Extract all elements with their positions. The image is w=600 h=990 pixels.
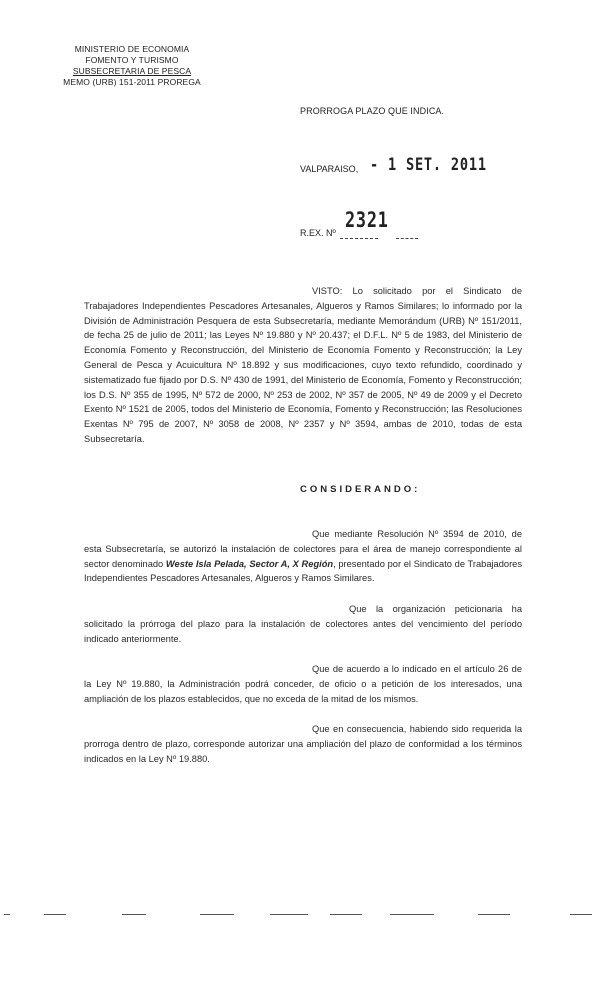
place-label: VALPARAISO, bbox=[300, 164, 359, 174]
considerando-paragraph: Que la organización peticionaria ha solicitado la prórroga del plazo para la instalación de colectores antes del vencimiento del período indicado anteriormente. bbox=[84, 604, 522, 644]
footer-rule bbox=[390, 914, 434, 915]
footer-rule bbox=[478, 914, 510, 915]
footer-rule bbox=[330, 914, 362, 915]
emphasis-text: Weste Isla Pelada, Sector A, X Región bbox=[165, 558, 334, 569]
footer-rule bbox=[270, 914, 308, 915]
rex-dash-line bbox=[340, 238, 378, 239]
footer-rule bbox=[200, 914, 234, 915]
footer-rule bbox=[570, 914, 592, 915]
document-subject: PRORROGA PLAZO QUE INDICA. bbox=[300, 106, 445, 116]
date-stamp: - 1 SET. 2011 bbox=[370, 155, 487, 175]
visto-paragraph bbox=[84, 284, 522, 447]
rex-number-stamp: 2321 bbox=[345, 208, 389, 232]
memo-reference: MEMO (URB) 151-2011 PROREGA bbox=[63, 77, 201, 87]
rex-label: R.EX. Nº bbox=[300, 228, 336, 238]
footer-rule bbox=[44, 914, 66, 915]
visto-text: VISTO: Lo solicitado por el Sindicato de Trabajadores Independientes Pescadores Artesanales, Algueros y Ramos Similares; lo informado por la División de Administración Pesquera de esta Subsecretaría, mediante Memorándum (URB) Nº 151/2011, de fecha 25 de julio de 2011; las Leyes Nº 19.880 y Nº 20.437; el D.F.L. Nº 5 de 1983, del Ministerio de Economía Fomento y Reconstrucción, del Ministerio de Economía Fomento y Reconstrucción; la Ley General de Pesca y Acuicultura Nº 18.892 y sus modificaciones, cuyo texto refundido, coordinado y sistematizado fue fijado por D.S. Nº 430 de 1991, del Ministerio de Economía, Fomento y Reconstrucción; los D.S. Nº 355 de 1995, Nº 572 de 2000, Nº 253 de 2002, Nº 357 de 2005, Nº 49 de 2009 y el Decreto Exento Nº 1521 de 2005, todos del Ministerio de Economía, Fomento y Reconstrucción; las Resoluciones Exentas Nº 795 de 2007, Nº 3058 de 2008, Nº 2357 y Nº 3594, ambas de 2010, todas de esta Subsecretaría. bbox=[84, 286, 522, 444]
footer-rule bbox=[4, 914, 10, 915]
considerando-paragraph: Que en consecuencia, habiendo sido requerida la prorroga dentro de plazo, corresponde autorizar una ampliación del plazo de conformidad a los términos indicados en la Ley Nº 19.880. bbox=[84, 724, 522, 764]
considerando-heading: CONSIDERANDO: bbox=[300, 484, 421, 495]
considerando-paragraph: Que de acuerdo a lo indicado en el artículo 26 de la Ley Nº 19.880, la Administración podrá conceder, de oficio o a petición de los interesados, una ampliación de los plazos establecidos, que no exceda de la mitad de los mismos. bbox=[84, 664, 522, 704]
considerando-paragraph: Que mediante Resolución Nº 3594 de 2010, de esta Subsecretaría, se autorizó la instalación de colectores para el área de manejo correspondiente al sector denominado Weste Isla Pelada, Sector A, X Región, presentado por el Sindicato de Trabajadores Independientes Pescadores Artesanales, Algueros y Ramos Similares. bbox=[84, 529, 522, 584]
footer-rule bbox=[122, 914, 146, 915]
ministry-line: MINISTERIO DE ECONOMIA bbox=[74, 44, 190, 54]
rex-dash-line bbox=[396, 238, 418, 239]
ministry-line: FOMENTO Y TURISMO bbox=[85, 55, 179, 65]
ministry-header bbox=[52, 44, 212, 88]
ministry-line: SUBSECRETARIA DE PESCA bbox=[72, 66, 192, 76]
